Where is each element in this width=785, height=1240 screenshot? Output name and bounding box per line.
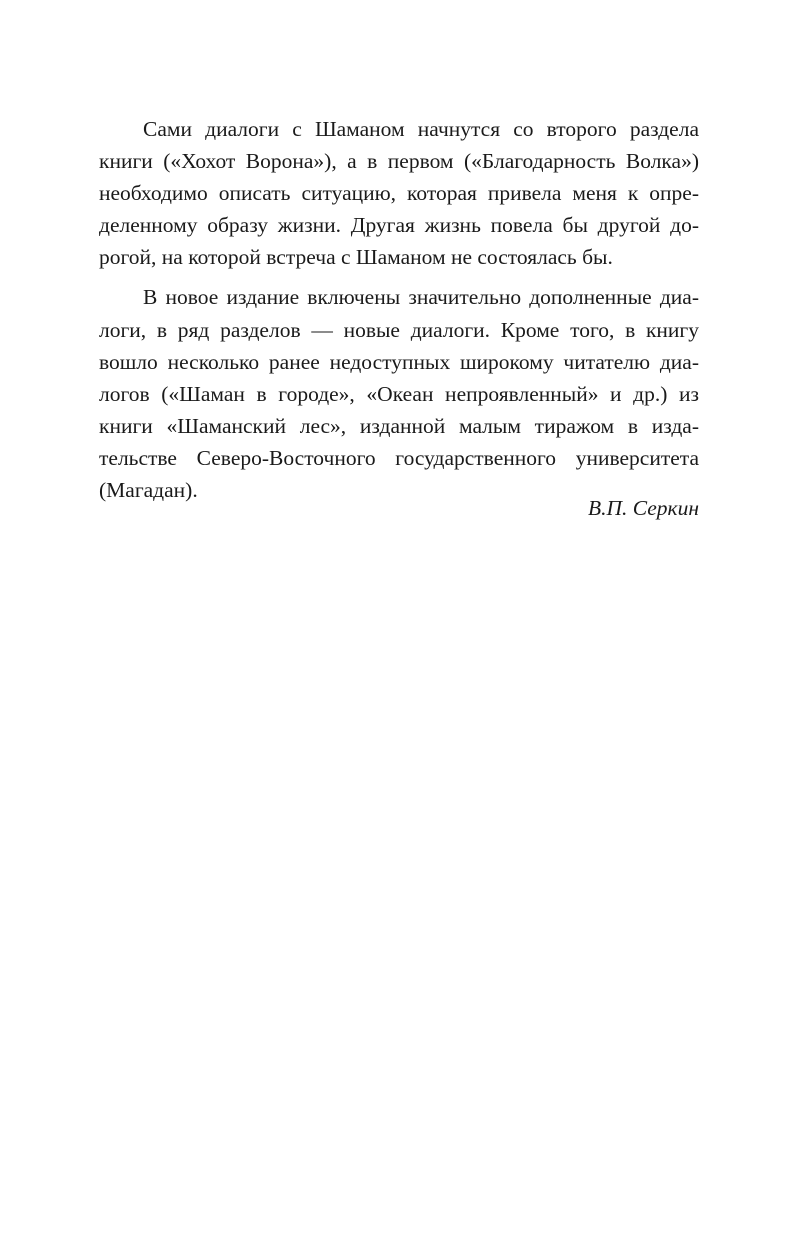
paragraph-gap (99, 273, 699, 281)
author-signature: В.П. Серкин (587, 496, 699, 520)
paragraph-line: тельстве Северо-Восточного государственного университета (99, 445, 699, 470)
body-text (99, 113, 699, 506)
paragraph-line: логи, в ряд разделов — новые диалоги. Кроме того, в книгу (99, 317, 699, 342)
paragraph-2 (99, 281, 699, 506)
paragraph-line: вошло несколько ранее недоступных широкому читателю диа- (99, 349, 699, 374)
paragraph-line: необходимо описать ситуацию, которая привела меня к опре- (99, 181, 699, 206)
paragraph-line: рогой, на которой встреча с Шаманом не состоялась бы. (99, 245, 613, 270)
paragraph-line: (Магадан). (99, 478, 198, 503)
paragraph-line: В новое издание включены значительно дополненные диа- (143, 285, 699, 310)
paragraph-1 (99, 113, 699, 273)
paragraph-line: книги («Хохот Ворона»), а в первом («Благодарность Волка») (99, 149, 699, 174)
paragraph-line: Сами диалоги с Шаманом начнутся со второго раздела (143, 117, 699, 141)
paragraph-line: книги «Шаманский лес», изданной малым тиражом в изда- (99, 413, 699, 438)
paragraph-line: логов («Шаман в городе», «Океан непроявленный» и др.) из (99, 381, 699, 406)
paragraph-line: деленному образу жизни. Другая жизнь повела бы другой до- (99, 213, 699, 238)
